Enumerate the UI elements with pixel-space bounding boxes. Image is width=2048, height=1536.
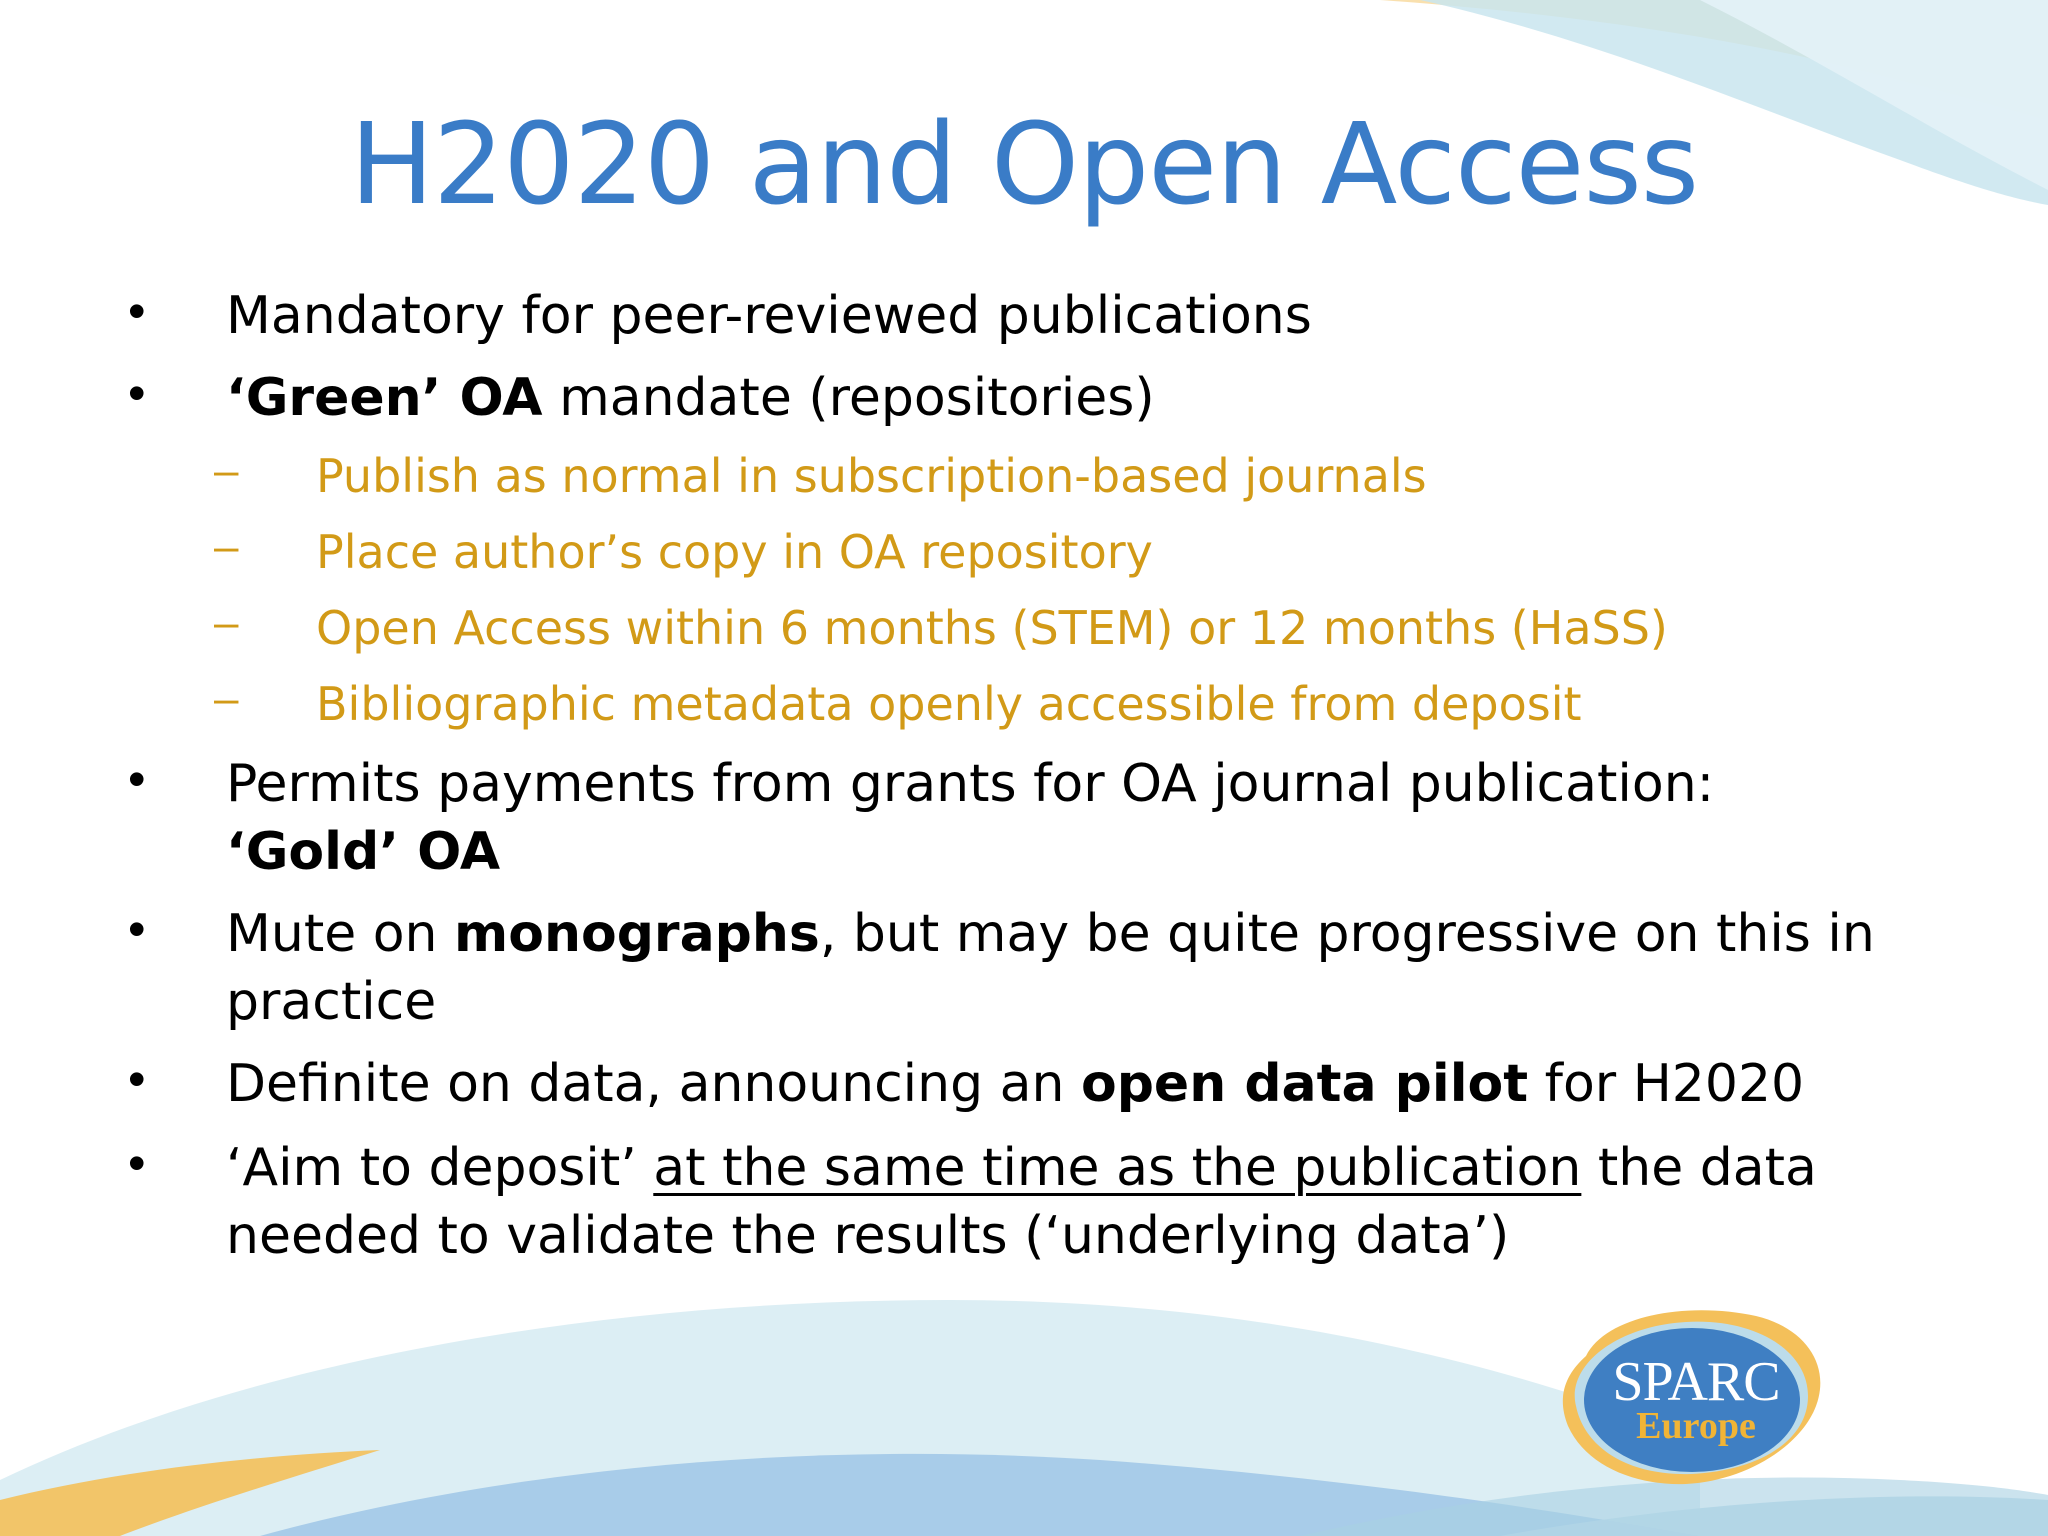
- bullet-marker: •: [128, 1135, 146, 1191]
- bullet-3-seg-1: Permits payments from grants for OA journal publication:: [226, 754, 1715, 814]
- bullet-6-seg-2-underlined: at the same time as the publication: [653, 1138, 1582, 1198]
- bullet-text-1: [226, 282, 1886, 350]
- bullet-5-seg-3: for H2020: [1528, 1054, 1805, 1114]
- bullet-2-seg-2: mandate (repositories): [542, 368, 1155, 428]
- bullet-text-3: [226, 750, 1886, 886]
- logo-europe-text: Europe: [1636, 1405, 1756, 1447]
- sub-bullet-text-4: Bibliographic metadata openly accessible from deposit: [316, 677, 1582, 731]
- bullet-marker: •: [128, 751, 146, 807]
- bullet-5-seg-1: Definite on data, announcing an: [226, 1054, 1081, 1114]
- bullet-marker: •: [128, 365, 146, 421]
- bullet-text-6: [226, 1134, 1886, 1270]
- slide-title: H2020 and Open Access: [349, 100, 1699, 230]
- dash-marker: –: [214, 674, 239, 723]
- bullet-text-4: [226, 900, 1886, 1036]
- dash-marker: –: [214, 522, 239, 571]
- bullet-3-seg-2: ‘Gold’ OA: [226, 822, 501, 882]
- bullet-1-seg-1: Mandatory for peer-reviewed publications: [226, 286, 1312, 346]
- bullet-5-seg-2: open data pilot: [1080, 1054, 1529, 1114]
- bullet-2-seg-1: ‘Green’ OA: [226, 368, 543, 428]
- sub-bullet-text-3: Open Access within 6 months (STEM) or 12 months (HaSS): [316, 601, 1668, 655]
- bullet-text-5: [226, 1050, 1886, 1118]
- bullet-4-seg-2: monographs: [454, 904, 820, 964]
- bullet-4-seg-3: , but may be quite progressive on this in practice: [226, 904, 1875, 1032]
- bullet-6-seg-1: ‘Aim to deposit’: [226, 1138, 654, 1198]
- bullet-text-2: [226, 364, 1886, 432]
- bullet-marker: •: [128, 901, 146, 957]
- dash-marker: –: [214, 598, 239, 647]
- bullet-marker: •: [128, 283, 146, 339]
- dash-marker: –: [214, 446, 239, 495]
- sub-bullet-text-2: Place author’s copy in OA repository: [316, 525, 1153, 579]
- bullet-6-seg-3: the data needed to validate the results (‘underlying data’): [226, 1138, 1817, 1266]
- bullet-4-seg-1: Mute on: [226, 904, 455, 964]
- bullet-marker: •: [128, 1051, 146, 1107]
- logo-sparc-text: SPARC: [1612, 1351, 1780, 1413]
- sub-bullet-text-1: Publish as normal in subscription-based journals: [316, 449, 1427, 503]
